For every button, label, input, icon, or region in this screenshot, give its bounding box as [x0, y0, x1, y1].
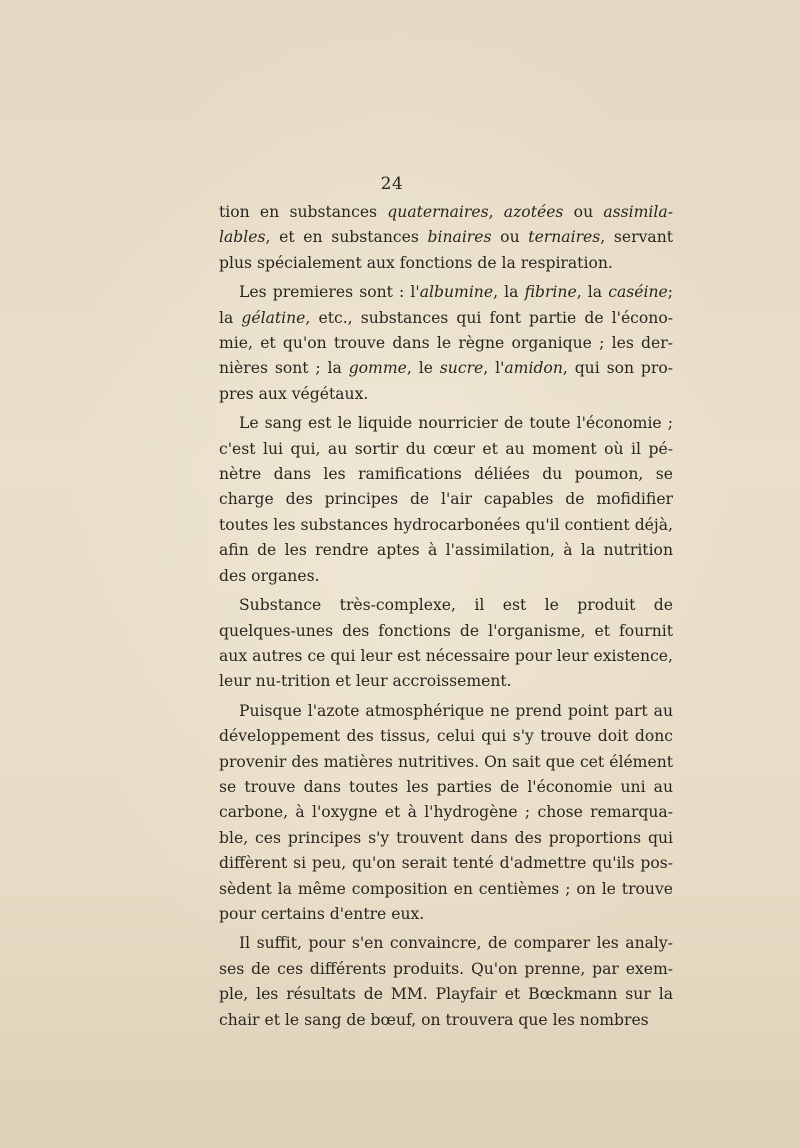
- text-run: , la: [576, 283, 609, 302]
- text-run: Puisque l'azote atmosphérique ne prend point part au développement des tissus, celui qui s'y trouve doit donc provenir des matières nutritives. On sait que cet élément se trouve dans toutes les parties de l'économie uni au carbone, à l'oxygne et à l'hydrogène ; chose remarqua-ble, ces principes s'y trouvent dans des proportions qui diffèrent si peu, qu'on serait tenté d'admettre qu'ils pos-sèdent la même composition en centièmes ; on le trouve pour certains d'entre eux.: [219, 701, 673, 923]
- text-run: , qui son pro-pres aux végétaux.: [219, 359, 673, 403]
- paragraph: [219, 593, 673, 695]
- text-run: ou: [563, 203, 604, 221]
- text-run: Le sang est le liquide nourricier de toute l'économie ; c'est lui qui, au sortir du cœur et au moment où il pé-nètre dans les ramifications déliées du poumon, se charge des principes de l'air capables de mofidifier toutes les substances hydrocarbonées qu'il contient déjà, afin de les rendre aptes à l'assimilation, à la nutrition des organes.: [219, 414, 673, 585]
- italic-term: fibrine: [524, 283, 577, 302]
- text-run: , servant plus spécialement aux fonctions de la respiration.: [219, 228, 673, 272]
- italic-term: binaires: [427, 228, 492, 247]
- text-run: Les premieres sont : l': [239, 283, 420, 302]
- italic-term: assimila-lables: [219, 203, 673, 247]
- text-run: , et en substances: [265, 228, 428, 247]
- italic-term: gomme: [348, 359, 407, 378]
- italic-term: amidon: [504, 359, 563, 378]
- text-run: ,: [488, 203, 504, 221]
- italic-term: gélatine: [241, 308, 306, 327]
- text-run: tion en substances: [219, 203, 388, 221]
- paragraph: [219, 411, 673, 589]
- paragraph: [219, 200, 673, 276]
- italic-term: sucre: [439, 359, 484, 378]
- text-run: ; la: [219, 283, 674, 327]
- text-run: Substance très-complexe, il est le produit de quelques-unes des fonctions de l'organisme, et fournit aux autres ce qui leur est nécessaire pour leur existence, leur nu-trition et leur accroissement.: [219, 596, 673, 691]
- text-run: ou: [491, 228, 529, 247]
- text-run: Il suffit, pour s'en convaincre, de comparer les analy-ses de ces différents produits. Qu'on prenne, par exem-ple, les résultats de MM. Playfair et Bœckmann sur la chair et le sang de bœuf, on trouvera que les nombres: [219, 934, 673, 1029]
- paragraph: [219, 931, 673, 1033]
- italic-term: caséine: [608, 283, 668, 302]
- italic-term: quaternaires: [387, 203, 489, 221]
- italic-term: ternaires: [528, 228, 601, 247]
- text-run: , etc., substances qui font partie de l'écono-mie, et qu'on trouve dans le règne organique ; les der-nières sont ; la: [219, 308, 673, 378]
- text-run: , l': [483, 359, 505, 378]
- paragraph: [219, 280, 673, 407]
- body-text: [219, 200, 673, 1037]
- text-run: , le: [406, 359, 440, 378]
- italic-term: albumine: [419, 283, 494, 302]
- text-run: , la: [493, 283, 525, 302]
- page-number: 24: [380, 174, 404, 194]
- italic-term: azotées: [503, 203, 564, 221]
- paragraph: [219, 699, 673, 928]
